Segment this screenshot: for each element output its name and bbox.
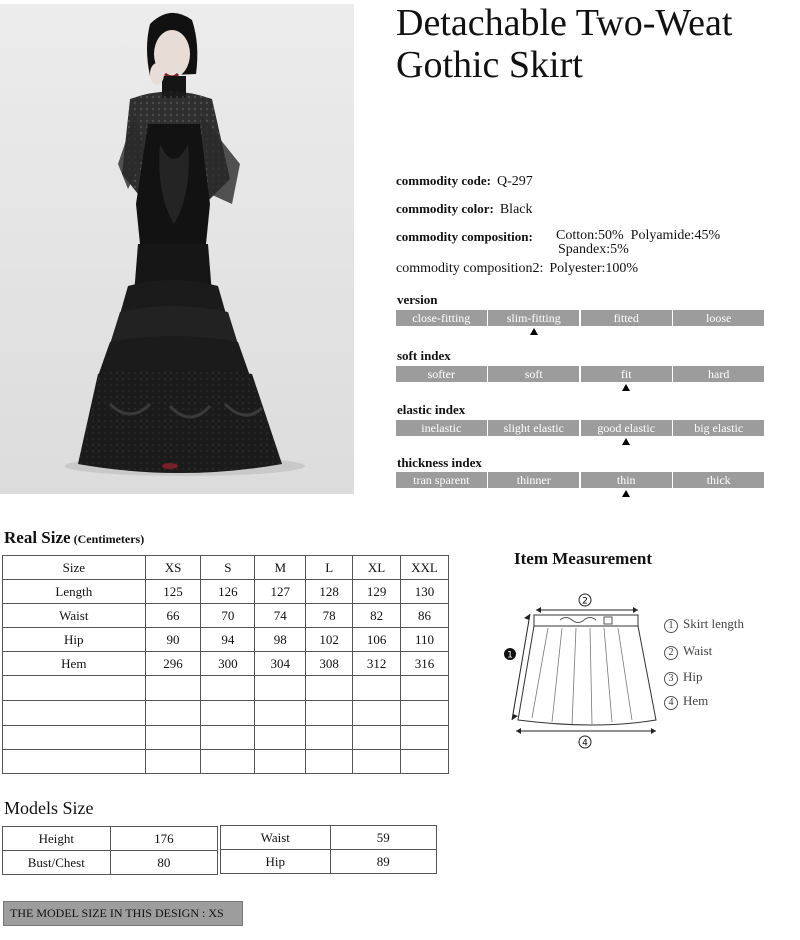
table-header-cell: Size (3, 556, 146, 580)
scale-option-selected (581, 420, 672, 436)
table-cell: Height (3, 827, 111, 851)
svg-text:1: 1 (507, 650, 513, 661)
table-cell-empty (145, 701, 201, 726)
table-cell: 82 (353, 604, 401, 628)
table-row-empty (3, 726, 449, 750)
table-cell: 308 (306, 652, 353, 676)
table-cell: 126 (201, 580, 255, 604)
table-cell: 86 (401, 604, 449, 628)
scale-title-elastic-index: elastic index (397, 402, 466, 417)
table-row-empty (3, 701, 449, 726)
table-cell-empty (201, 701, 255, 726)
table-cell-empty (401, 701, 449, 726)
legend-label: Waist (683, 643, 713, 658)
scale-option: fitted (581, 310, 672, 326)
item-measurement-title: Item Measurement (514, 549, 653, 568)
table-cell-empty (3, 701, 146, 726)
table-row-empty (3, 750, 449, 774)
table-row (3, 604, 449, 628)
table-row (3, 580, 449, 604)
table-cell: 125 (145, 580, 201, 604)
table-row-empty (3, 676, 449, 701)
scale-bar-thickness-index (396, 472, 764, 488)
table-cell-empty (255, 750, 306, 774)
table-cell-empty (353, 750, 401, 774)
product-title-line-1: Detachable Two-Weat (396, 2, 733, 44)
models-size-table-left (2, 826, 218, 875)
legend-item-waist (664, 643, 712, 660)
table-cell-empty (306, 701, 353, 726)
product-title-line-2: Gothic Skirt (396, 44, 583, 86)
table-cell: 80 (110, 851, 217, 875)
table-cell: 66 (145, 604, 201, 628)
table-cell: 176 (110, 827, 217, 851)
composition-line-1: Cotton:50% Polyamide:45% (556, 228, 721, 243)
legend-item-hip (664, 669, 703, 686)
table-row (221, 826, 437, 850)
selected-marker-icon (622, 384, 630, 391)
selected-marker-icon (622, 438, 630, 445)
table-cell-empty (3, 676, 146, 701)
scale-option-label: good elastic (597, 421, 656, 435)
table-cell-empty (3, 726, 146, 750)
commodity-composition2-row (396, 261, 638, 277)
svg-text:4: 4 (582, 738, 588, 749)
scale-option: inelastic (396, 420, 487, 436)
table-cell-empty (145, 676, 201, 701)
scale-option: softer (396, 366, 487, 382)
table-row (221, 850, 437, 874)
scale-option: loose (673, 310, 764, 326)
composition-line-2: Spandex:5% (558, 242, 629, 257)
legend-number: 1 (664, 619, 678, 633)
scale-option-label: fit (620, 367, 632, 381)
table-cell-empty (201, 726, 255, 750)
table-cell-empty (353, 676, 401, 701)
legend-number: 2 (664, 646, 678, 660)
table-cell: Length (3, 580, 146, 604)
table-cell: 129 (353, 580, 401, 604)
legend-number: 4 (664, 696, 678, 710)
scale-option-selected (581, 366, 672, 382)
scale-option-selected (581, 472, 672, 488)
table-cell: Hip (221, 850, 331, 874)
commodity-code-label: commodity code: (396, 173, 491, 188)
commodity-code-row (396, 173, 533, 190)
table-cell-empty (401, 726, 449, 750)
table-row (3, 628, 449, 652)
table-cell: 59 (330, 826, 436, 850)
models-size-heading: Models Size (4, 798, 94, 818)
models-size-table-right (220, 825, 437, 874)
table-cell: 74 (255, 604, 306, 628)
model-illustration (0, 4, 354, 494)
table-header-row (3, 556, 449, 580)
scale-bar-elastic-index (396, 420, 764, 436)
svg-text:2: 2 (582, 596, 588, 607)
table-cell: 106 (353, 628, 401, 652)
table-header-cell: S (201, 556, 255, 580)
model-size-note: THE MODEL SIZE IN THIS DESIGN : XS (3, 901, 243, 926)
table-header-cell: L (306, 556, 353, 580)
table-cell-empty (401, 676, 449, 701)
table-cell: 70 (201, 604, 255, 628)
commodity-composition2-value: Polyester:100% (549, 261, 639, 276)
scale-option-label: thin (616, 473, 636, 487)
legend-item-hem (664, 693, 708, 710)
legend-label: Hip (683, 669, 703, 684)
selected-marker-icon (530, 328, 538, 335)
table-cell-empty (401, 750, 449, 774)
table-cell-empty (306, 676, 353, 701)
table-cell: 102 (306, 628, 353, 652)
commodity-composition-label: commodity composition: (396, 229, 533, 244)
scale-option: tran sparent (396, 472, 487, 488)
table-row (3, 827, 218, 851)
commodity-code-value: Q-297 (496, 174, 533, 189)
table-header-cell: M (255, 556, 306, 580)
scale-bar-version (396, 310, 764, 326)
table-cell: 89 (330, 850, 436, 874)
table-cell: 78 (306, 604, 353, 628)
scale-option: big elastic (673, 420, 764, 436)
commodity-color-row (396, 201, 533, 218)
commodity-composition-row (396, 229, 533, 246)
scale-option: close-fitting (396, 310, 487, 326)
table-cell-empty (255, 726, 306, 750)
table-cell: Hip (3, 628, 146, 652)
real-size-heading (4, 528, 144, 548)
product-title (396, 2, 796, 86)
table-cell-empty (201, 750, 255, 774)
table-cell: 98 (255, 628, 306, 652)
table-cell-empty (353, 726, 401, 750)
commodity-color-label: commodity color: (396, 201, 494, 216)
table-cell: 130 (401, 580, 449, 604)
table-cell-empty (255, 701, 306, 726)
table-cell-empty (145, 750, 201, 774)
skirt-measurement-diagram (500, 588, 670, 753)
table-cell-empty (201, 676, 255, 701)
scale-option-label: slim-fitting (506, 311, 561, 325)
table-cell: 90 (145, 628, 201, 652)
table-cell: 128 (306, 580, 353, 604)
table-cell: 94 (201, 628, 255, 652)
scale-option: slight elastic (488, 420, 579, 436)
legend-item-skirt-length (664, 616, 744, 633)
table-cell: Waist (3, 604, 146, 628)
table-cell-empty (306, 726, 353, 750)
table-cell-empty (145, 726, 201, 750)
table-cell: 304 (255, 652, 306, 676)
real-size-unit: (Centimeters) (73, 532, 145, 546)
scale-option: thick (673, 472, 764, 488)
scale-option-selected (488, 310, 579, 326)
table-cell-empty (3, 750, 146, 774)
table-cell: 296 (145, 652, 201, 676)
table-row (3, 851, 218, 875)
selected-marker-icon (622, 490, 630, 497)
table-header-cell: XS (145, 556, 201, 580)
legend-label: Hem (683, 693, 709, 708)
legend-number: 3 (664, 672, 678, 686)
scale-option: soft (488, 366, 579, 382)
table-header-cell: XXL (401, 556, 449, 580)
table-cell-empty (306, 750, 353, 774)
product-photo (0, 4, 354, 494)
scale-title-version: version (397, 292, 438, 307)
real-size-table (2, 555, 449, 774)
table-cell: Bust/Chest (3, 851, 111, 875)
legend-label: Skirt length (683, 616, 745, 631)
table-cell: 316 (401, 652, 449, 676)
table-cell: 300 (201, 652, 255, 676)
table-cell-empty (255, 676, 306, 701)
commodity-composition2-label: commodity composition2: (396, 261, 544, 276)
commodity-composition-value (556, 229, 720, 257)
real-size-title: Real Size (4, 528, 71, 547)
table-cell-empty (353, 701, 401, 726)
scale-option: thinner (488, 472, 579, 488)
table-cell: 127 (255, 580, 306, 604)
table-header-cell: XL (353, 556, 401, 580)
table-cell: Hem (3, 652, 146, 676)
commodity-color-value: Black (499, 202, 533, 217)
scale-title-soft-index: soft index (397, 348, 451, 363)
table-cell: Waist (221, 826, 331, 850)
scale-bar-soft-index (396, 366, 764, 382)
table-row (3, 652, 449, 676)
scale-option: hard (673, 366, 764, 382)
table-cell: 110 (401, 628, 449, 652)
scale-title-thickness-index: thickness index (397, 455, 482, 470)
table-cell: 312 (353, 652, 401, 676)
